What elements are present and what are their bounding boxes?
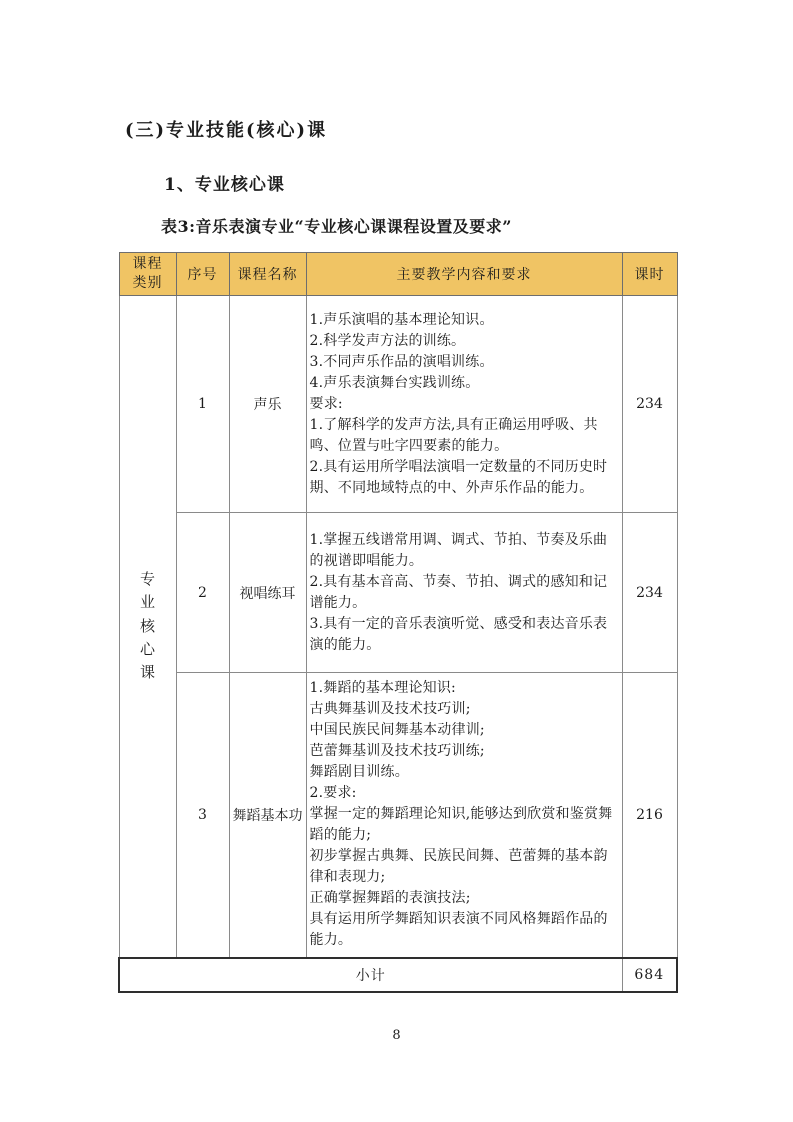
content-line: 2.具有运用所学唱法演唱一定数量的不同历史时期、不同地域特点的中、外声乐作品的能力。 [309,458,608,496]
content-line: 中国民族民间舞基本动律训; [309,722,485,739]
row2-content [306,513,622,673]
content-line: 初步掌握古典舞、民族民间舞、芭蕾舞的基本韵律和表现力; [309,848,608,886]
row1-course-name: 声乐 [229,296,306,513]
content-line: 1.舞蹈的基本理论知识: [309,680,456,697]
content-line: 舞蹈剧目训练。 [309,764,409,781]
content-line: 掌握一定的舞蹈理论知识,能够达到欣赏和鉴赏舞蹈的能力; [309,806,613,844]
row1-no: 1 [176,296,229,513]
subtotal-hours: 684 [622,958,677,992]
section-heading: (三)专业技能(核心)课 [125,120,328,141]
col-header-no: 序号 [176,253,229,296]
row2-hours: 234 [622,513,677,673]
content-line: 具有运用所学舞蹈知识表演不同风格舞蹈作品的能力。 [309,911,608,949]
content-line: 古典舞基训及技术技巧训; [309,701,471,718]
content-line: 2.具有基本音高、节奏、节拍、调式的感知和记谱能力。 [309,573,608,611]
category-label: 专业核心课 [139,570,155,682]
col-header-category-label: 课程类别 [132,256,163,291]
col-header-content: 主要教学内容和要求 [306,253,622,296]
col-header-name: 课程名称 [229,253,306,296]
table-header-row [119,253,677,296]
row1-hours: 234 [622,296,677,513]
content-line: 3.具有一定的音乐表演听觉、感受和表达音乐表演的能力。 [309,615,608,653]
row1-content [306,296,622,513]
page-number: 8 [392,1028,401,1043]
subsection-heading: 1、专业核心课 [164,175,285,195]
row3-course-name: 舞蹈基本功 [229,673,306,958]
row3-no: 3 [176,673,229,958]
content-line: 3.不同声乐作品的演唱训练。 [309,353,494,370]
content-line: 1.声乐演唱的基本理论知识。 [309,311,494,328]
content-line: 2.要求: [309,785,357,802]
table-row-dance [119,673,677,958]
row2-course-name: 视唱练耳 [229,513,306,673]
content-line: 1.了解科学的发声方法,具有正确运用呼吸、共鸣、位置与吐字四要素的能力。 [309,416,598,454]
content-line: 芭蕾舞基训及技术技巧训练; [309,743,485,760]
content-line: 2.科学发声方法的训练。 [309,332,466,349]
table-caption: 表3:音乐表演专业“专业核心课课程设置及要求” [161,217,512,236]
row3-content [306,673,622,958]
col-header-hours: 课时 [622,253,677,296]
content-line: 正确掌握舞蹈的表演技法; [309,890,471,907]
row3-hours: 216 [622,673,677,958]
table-row-vocal [119,296,677,513]
row2-no: 2 [176,513,229,673]
table-footer-row [119,958,677,992]
col-header-category [119,253,176,296]
subtotal-label: 小计 [119,958,622,992]
course-table [118,252,678,993]
category-cell [119,296,176,958]
table-row-sightsinging [119,513,677,673]
content-line: 4.声乐表演舞台实践训练。 [309,374,480,391]
content-line: 要求: [309,395,343,412]
content-line: 1.掌握五线谱常用调、调式、节拍、节奏及乐曲的视谱即唱能力。 [309,531,608,569]
